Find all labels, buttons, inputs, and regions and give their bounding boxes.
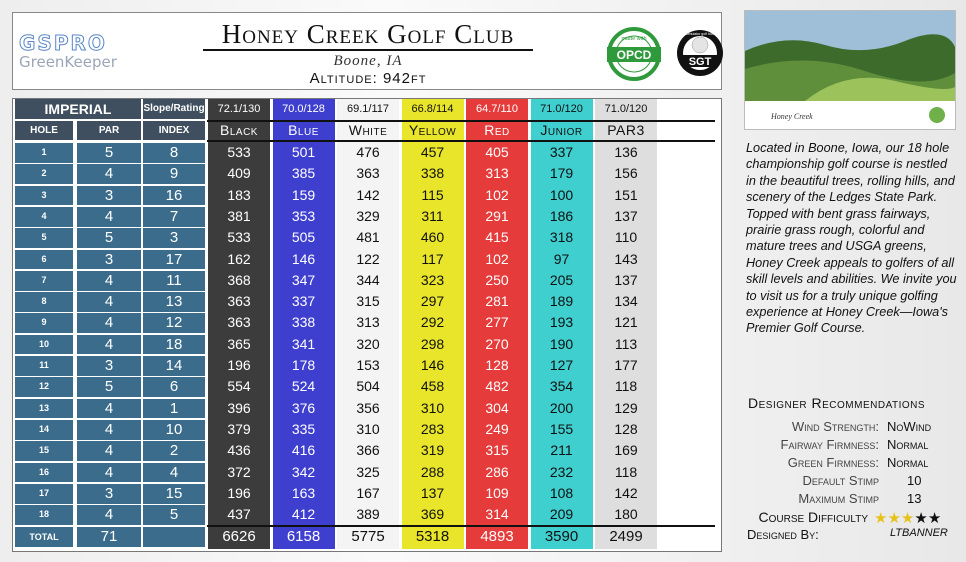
opcd-badge-icon: [603, 27, 665, 81]
tee-yardage: 310: [420, 399, 445, 416]
tee-name: Junior: [540, 122, 583, 138]
tee-yardage: 177: [614, 357, 638, 373]
tee-total: 4893: [480, 528, 514, 546]
tee-yardage: 142: [614, 484, 638, 501]
hole-cell: 11: [39, 360, 49, 370]
tee-yardage: 102: [485, 186, 509, 203]
hole-cell: 3: [41, 189, 47, 200]
tee-column-yellow: [402, 99, 464, 549]
altitude-label: Altitude:: [309, 70, 378, 87]
tee-name: PAR3: [607, 122, 645, 138]
tee-yardage: 146: [420, 357, 445, 373]
tee-yardage: 460: [420, 229, 445, 246]
club-altitude: [203, 70, 533, 87]
index-cell: 5: [169, 506, 179, 524]
par-cell: 4: [104, 314, 114, 332]
course-difficulty-stars: [874, 509, 941, 527]
tee-yardage: 249: [485, 420, 509, 437]
tee-yardage: 304: [485, 399, 509, 416]
tee-yardage: 118: [614, 378, 638, 395]
tee-yardage: 385: [291, 165, 316, 182]
tee-yardage: 476: [356, 144, 380, 160]
index-column: [143, 121, 205, 549]
tee-yardage: 310: [356, 420, 380, 437]
tee-yardage: 337: [549, 144, 574, 160]
course-difficulty-label: Course Difficulty: [758, 509, 868, 525]
index-cell: 18: [165, 335, 183, 353]
hole-cell: 12: [38, 381, 49, 392]
index-cell: 2: [169, 442, 179, 460]
tee-yardage: 146: [291, 250, 316, 267]
tee-yardage: 178: [291, 357, 316, 373]
tee-column-par3: [595, 99, 657, 549]
hole-cell: 8: [41, 296, 47, 307]
tee-yardage: 134: [614, 293, 638, 310]
header-divider-top: [207, 120, 715, 122]
index-cell: 7: [169, 207, 179, 225]
tee-yardage: 505: [291, 229, 316, 246]
tee-yardage: 396: [227, 399, 251, 416]
course-difficulty-row: [744, 509, 964, 527]
tee-yardage: 366: [356, 442, 380, 459]
tee-yardage: 313: [356, 314, 380, 331]
tee-yardage: 533: [227, 144, 251, 160]
tee-yardage: 205: [549, 271, 574, 288]
wind-strength-label: Wind Strength:: [791, 419, 879, 434]
wind-strength-row: [744, 419, 964, 437]
tee-yardage: 409: [227, 165, 251, 182]
tee-rating: 69.1/117: [346, 103, 389, 115]
index-cell: 15: [165, 484, 183, 502]
tee-total: 3590: [544, 528, 579, 546]
tee-yardage: 190: [549, 335, 574, 352]
course-photo-caption: Honey Creek: [771, 112, 813, 121]
index-cell: 6: [169, 378, 179, 396]
scorecard-header: [12, 12, 722, 90]
tee-name: Red: [484, 122, 510, 138]
hole-cell: 9: [41, 317, 47, 328]
club-name: Honey Creek Golf Club: [203, 19, 533, 51]
par-header: PAR: [98, 125, 120, 136]
green-firmness-row: [744, 455, 964, 473]
club-location: Boone, IA: [333, 53, 403, 69]
difficulty-star-empty-icon: ★: [927, 510, 942, 527]
tee-yardage: 286: [485, 463, 509, 480]
total-label: TOTAL: [29, 532, 59, 543]
tee-yardage: 100: [549, 186, 574, 203]
hole-cell: 6: [41, 253, 47, 264]
difficulty-star-filled-icon: ★: [887, 510, 901, 527]
tee-total: 5775: [351, 528, 385, 546]
tee-yardage: 281: [485, 293, 509, 310]
tee-yardage: 122: [356, 250, 380, 267]
fairway-firmness-value: Normal: [887, 437, 929, 452]
slope-header-cell: [143, 99, 205, 119]
hole-column: [15, 121, 73, 549]
index-header: INDEX: [158, 125, 190, 136]
hole-cell: 16: [38, 466, 49, 477]
tee-yardage: 163: [291, 484, 316, 501]
par-cell: 4: [104, 506, 114, 524]
tee-yardage: 142: [356, 186, 380, 203]
tee-yardage: 335: [291, 420, 316, 437]
par-cell: 3: [104, 357, 114, 374]
tee-yardage: 298: [420, 335, 445, 352]
tee-yardage: 354: [549, 378, 574, 395]
tee-yardage: 320: [356, 335, 380, 352]
tee-yardage: 481: [356, 229, 380, 246]
par-cell: 4: [104, 271, 114, 289]
tee-yardage: 137: [614, 271, 638, 288]
default-stimp-label: Default Stimp: [802, 473, 879, 488]
tee-yardage: 344: [356, 271, 380, 288]
course-photo: [744, 10, 956, 130]
par-total: 71: [100, 528, 118, 546]
tee-yardage: 109: [485, 484, 509, 501]
tee-yardage: 457: [420, 144, 445, 160]
tee-yardage: 118: [614, 463, 638, 480]
par-cell: 4: [104, 399, 114, 417]
tee-yardage: 315: [356, 293, 380, 310]
tee-name: Yellow: [408, 122, 457, 138]
tee-rating: 72.1/130: [217, 103, 261, 115]
tee-yardage: 159: [291, 186, 316, 203]
index-cell: 1: [169, 399, 179, 417]
scorecard-table: [12, 98, 722, 552]
greenkeeper-logo-text: GreenKeeper: [19, 53, 117, 71]
tee-yardage: 128: [485, 357, 509, 373]
hole-cell: 15: [38, 445, 49, 456]
tee-yardage: 365: [227, 335, 251, 352]
tee-yardage: 167: [356, 484, 380, 501]
tee-yardage: 368: [227, 271, 251, 288]
tee-yardage: 504: [356, 378, 380, 395]
tee-yardage: 113: [614, 335, 638, 352]
green-firmness-value: Normal: [887, 455, 929, 470]
tee-yardage: 179: [549, 165, 574, 182]
par-cell: 4: [104, 293, 114, 311]
tee-yardage: 193: [549, 314, 574, 331]
tee-yardage: 501: [291, 144, 316, 160]
tee-yardage: 297: [420, 293, 445, 310]
hole-cell: 17: [38, 487, 49, 498]
green-firmness-label: Green Firmness:: [787, 455, 879, 470]
designer-recommendations-title: Designer Recommendations: [748, 395, 926, 411]
tee-yardage: 415: [485, 229, 509, 246]
tee-total: 6626: [222, 528, 256, 546]
gspro-logo: [19, 31, 137, 71]
tee-yardage: 337: [291, 293, 316, 310]
tee-column-white: [337, 99, 399, 549]
tee-yardage: 458: [420, 378, 445, 395]
tee-yardage: 196: [227, 484, 251, 501]
par-cell: 3: [104, 484, 114, 502]
tee-yardage: 318: [549, 229, 574, 246]
tee-yardage: 121: [614, 314, 638, 331]
par-cell: 3: [104, 186, 114, 204]
tee-yardage: 200: [549, 399, 574, 416]
tee-yardage: 277: [485, 314, 509, 331]
tee-yardage: 169: [614, 442, 638, 459]
tee-yardage: 341: [291, 335, 316, 352]
par-cell: 5: [104, 229, 114, 247]
designed-by-value: LTBANNER: [890, 527, 948, 539]
tee-yardage: 323: [420, 271, 445, 288]
tee-yardage: 533: [227, 229, 251, 246]
maximum-stimp-label: Maximum Stimp: [798, 491, 879, 506]
tee-yardage: 110: [614, 229, 638, 246]
index-cell: 8: [169, 144, 179, 161]
sgt-badge-ring-text: simulator golf tour: [686, 32, 714, 36]
designed-by-row: [744, 527, 964, 545]
units-header: IMPERIAL: [44, 101, 112, 117]
difficulty-star-empty-icon: ★: [914, 510, 928, 527]
gspro-logo-text: GSPRO: [19, 31, 107, 55]
par-cell: 4: [104, 420, 114, 438]
club-title-block: [203, 19, 533, 87]
par-cell: 5: [104, 144, 114, 161]
tee-yardage: 291: [485, 207, 509, 224]
tee-yardage: 155: [549, 420, 574, 437]
tee-yardage: 127: [549, 357, 574, 373]
tee-yardage: 196: [227, 357, 251, 373]
tee-yardage: 379: [227, 420, 251, 437]
tee-yardage: 353: [291, 207, 316, 224]
tee-rating: 66.8/114: [411, 103, 454, 115]
tee-yardage: 338: [291, 314, 316, 331]
difficulty-star-filled-icon: ★: [900, 510, 915, 527]
hole-cell: 18: [38, 509, 49, 520]
opcd-badge-ring-text: made with: [621, 36, 647, 42]
hole-cell: 4: [41, 210, 47, 221]
index-cell: 10: [165, 420, 183, 438]
tee-name: White: [348, 122, 388, 138]
tee-yardage: 372: [227, 463, 251, 480]
tee-yardage: 250: [485, 271, 509, 288]
opcd-badge-label: OPCD: [616, 48, 652, 62]
tee-total: 5318: [415, 528, 450, 546]
tee-yardage: 283: [420, 420, 445, 437]
par-cell: 3: [104, 250, 114, 268]
total-divider: [207, 525, 715, 527]
tee-yardage: 153: [356, 357, 380, 373]
default-stimp-value: 10: [907, 473, 922, 488]
tee-yardage: 363: [227, 293, 251, 310]
par-cell: 4: [104, 463, 114, 481]
maximum-stimp-value: 13: [907, 491, 922, 506]
index-cell: 9: [169, 165, 179, 183]
index-cell: 16: [165, 186, 183, 204]
tee-yardage: 329: [356, 207, 380, 224]
sgt-badge-label: SGT: [688, 56, 712, 68]
tee-yardage: 363: [356, 165, 380, 182]
tee-yardage: 180: [614, 506, 638, 523]
tee-yardage: 376: [291, 399, 316, 416]
tee-yardage: 189: [549, 293, 574, 310]
tee-yardage: 389: [356, 506, 380, 523]
index-cell: 11: [166, 271, 182, 289]
difficulty-star-filled-icon: ★: [874, 510, 888, 527]
par-cell: 4: [104, 335, 114, 353]
tee-yardage: 129: [614, 399, 638, 416]
tee-yardage: 369: [420, 506, 445, 523]
tee-yardage: 315: [485, 442, 509, 459]
tee-yardage: 363: [227, 314, 251, 331]
tee-rating: 71.0/120: [604, 103, 648, 115]
tee-yardage: 151: [614, 186, 638, 203]
tee-yardage: 313: [485, 165, 509, 182]
maximum-stimp-row: [744, 491, 964, 509]
tee-yardage: 143: [614, 250, 638, 267]
par-column: [77, 121, 141, 549]
tee-yardage: 314: [485, 506, 509, 523]
hole-cell: 7: [41, 274, 47, 285]
course-description: Located in Boone, Iowa, our 18 hole championship golf course is nestled in the beautiful trees, rolling hills, and scenery of the Ledges State Park. Topped with bent grass fairways, prairie grass rough, colorful and mature trees and USGA greens, Honey Creek appeals to golfers of all skill levels and abilities. We invite you to visit us for a truly unique golfing experience at Honey Creek—Iowa's Premier Golf Course.: [746, 141, 957, 336]
tee-yardage: 209: [549, 506, 574, 523]
tee-yardage: 108: [549, 484, 574, 501]
tee-yardage: 183: [227, 186, 251, 203]
tee-yardage: 211: [550, 442, 573, 459]
tee-yardage: 115: [421, 186, 444, 203]
designed-by-label: Designed By:: [747, 527, 819, 542]
tee-yardage: 554: [227, 378, 251, 395]
fairway-firmness-row: [744, 437, 964, 455]
tee-yardage: 319: [420, 442, 445, 459]
hole-cell: 13: [38, 402, 49, 413]
tee-yardage: 232: [549, 463, 574, 480]
index-cell: 12: [165, 314, 183, 332]
tee-total: 6158: [286, 528, 321, 546]
tee-yardage: 325: [356, 463, 380, 480]
par-cell: 5: [104, 378, 114, 396]
altitude-value: 942ft: [382, 70, 427, 87]
tee-yardage: 381: [227, 207, 251, 224]
tee-yardage: 137: [420, 484, 445, 501]
hole-cell: 1: [41, 147, 47, 157]
hole-cell: 2: [41, 168, 47, 179]
tee-name: Black: [220, 122, 258, 138]
wind-strength-value: NoWind: [887, 419, 932, 434]
tee-rating: 64.7/110: [475, 103, 518, 115]
tee-yardage: 356: [356, 399, 380, 416]
header-divider-bottom: [207, 140, 715, 142]
index-cell: 3: [169, 229, 179, 247]
tee-yardage: 136: [614, 144, 638, 160]
tee-rating: 70.0/128: [282, 103, 325, 115]
hole-cell: 5: [41, 232, 47, 243]
units-header-cell: [15, 99, 141, 119]
hole-header: HOLE: [30, 125, 58, 136]
tee-total: 2499: [609, 528, 643, 546]
tee-yardage: 288: [420, 463, 445, 480]
tee-yardage: 338: [420, 165, 445, 182]
tee-yardage: 416: [291, 442, 316, 459]
tee-yardage: 186: [549, 207, 574, 224]
tee-yardage: 524: [291, 378, 316, 395]
tee-rating: 71.0/120: [540, 103, 583, 115]
par-cell: 4: [104, 207, 114, 225]
tee-column-black: [208, 99, 270, 549]
tee-yardage: 97: [553, 250, 570, 267]
tee-yardage: 128: [614, 420, 638, 437]
tee-yardage: 137: [614, 207, 638, 224]
tee-yardage: 436: [227, 442, 251, 459]
index-cell: 14: [165, 357, 183, 374]
tee-yardage: 347: [291, 271, 316, 288]
tee-column-red: [466, 99, 528, 549]
tee-yardage: 437: [227, 506, 251, 523]
index-cell: 13: [165, 293, 183, 311]
sgt-badge-icon: [675, 21, 725, 85]
index-cell: 17: [165, 250, 183, 268]
tee-yardage: 405: [485, 144, 509, 160]
hole-cell: 10: [38, 338, 49, 349]
tee-name: Blue: [288, 122, 319, 138]
tee-yardage: 292: [420, 314, 445, 331]
tee-yardage: 311: [421, 207, 444, 224]
par-cell: 4: [104, 165, 114, 183]
hole-cell: 14: [38, 423, 49, 434]
tee-yardage: 156: [614, 165, 638, 182]
tee-column-junior: [531, 99, 593, 549]
tee-yardage: 412: [291, 506, 316, 523]
index-total-bg: [143, 527, 205, 547]
tee-yardage: 162: [227, 250, 251, 267]
tee-yardage: 342: [291, 463, 316, 480]
tee-yardage: 270: [485, 335, 509, 352]
tee-yardage: 482: [485, 378, 509, 395]
tee-column-blue: [273, 99, 335, 549]
tee-yardage: 102: [485, 250, 509, 267]
par-cell: 4: [104, 442, 114, 460]
tee-yardage: 117: [421, 250, 444, 267]
fairway-firmness-label: Fairway Firmness:: [780, 437, 879, 452]
default-stimp-row: [744, 473, 964, 491]
slope-rating-header: Slope/Rating: [143, 103, 205, 114]
index-cell: 4: [169, 463, 179, 481]
